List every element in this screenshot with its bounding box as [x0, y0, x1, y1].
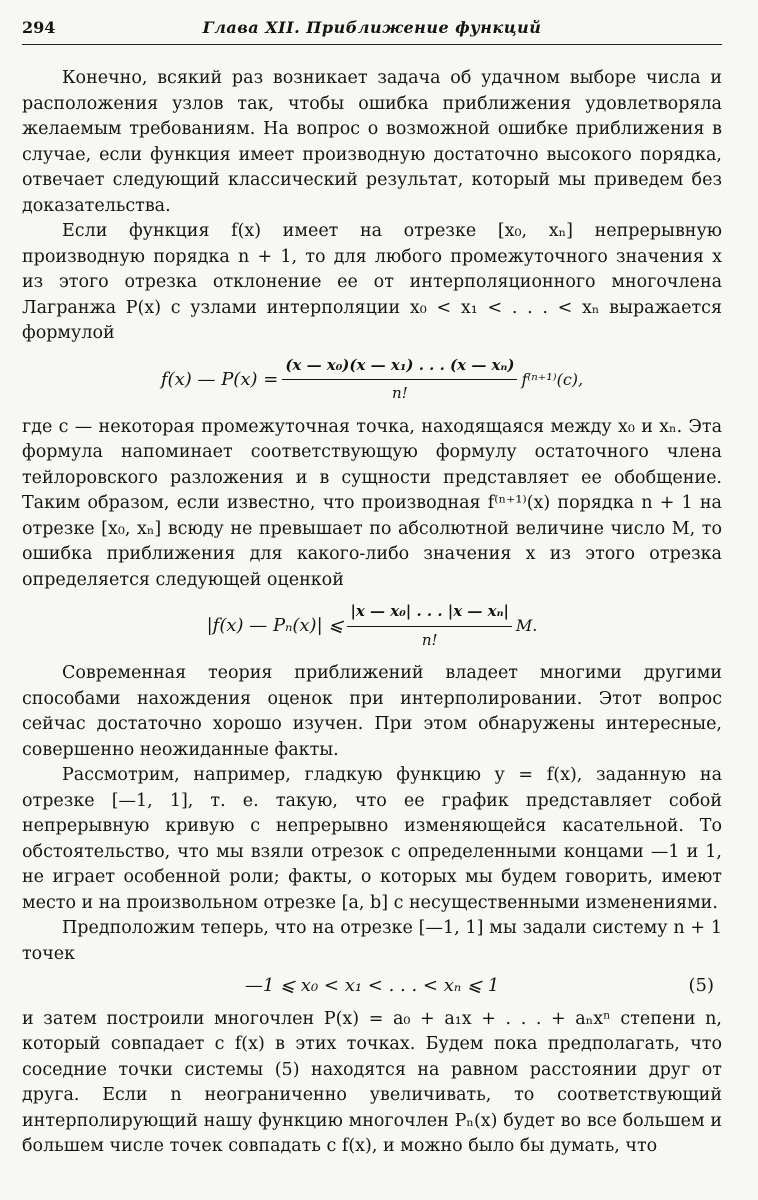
paragraph-4: Современная теория приближений владеет многими другими способами нахождения оценок при интерполировании. Этот вопрос сейчас достаточно хорошо изучен. При этом обнаружены интересные, совершенно неожиданные факты. [22, 663, 722, 760]
paragraph-2: Если функция f(x) имеет на отрезке [x₀, xₙ] непрерывную производную порядка n + 1, то для любого промежуточного значения x из этого отрезка отклонение ее от интерполяционного многочлена Лагранжа P(x) с узлами интерполяции x₀ < x₁ < . . . < xₙ выражается формулой [22, 221, 722, 343]
paragraph-5: Рассмотрим, например, гладкую функцию y = f(x), заданную на отрезке [—1, 1], т. е. такую, что ее график представляет собой непрерывную кривую с непрерывно изменяющейся касательной. То обстоятельство, что мы взяли отрезок с определенными концами —1 и 1, не играет особенной роли; факты, о которых мы будем говорить, имеют место и на произвольном отрезке [a, b] с несущественными изменениями. [22, 765, 722, 913]
lagrange-remainder-formula [22, 353, 722, 407]
formula3-expression: —1 ⩽ x₀ < x₁ < . . . < xₙ ⩽ 1 [244, 975, 500, 996]
equation-number: (5) [688, 975, 714, 996]
error-estimate-formula [22, 599, 722, 653]
paragraph-7: и затем построили многочлен P(x) = a₀ + a₁x + . . . + aₙxⁿ степени n, который совпадает с f(x) в этих точках. Будем пока предполагать, что соседние точки системы (5) находятся на равном расстоянии друг от друга. Если n неограниченно увеличивать, то соответствующий интерполирующий нашу функцию многочлен Pₙ(x) будет во все большем и большем числе точек совпадать с f(x), и можно было бы думать, что [22, 1008, 722, 1156]
formula1-denominator: n! [392, 384, 408, 402]
formula2-rhs: M. [515, 616, 538, 636]
formula1-fraction [282, 353, 517, 407]
formula1-rhs: f⁽ⁿ⁺¹⁾(c), [521, 369, 584, 389]
formula1-numerator: (x — x₀)(x — x₁) . . . (x — xₙ) [282, 353, 517, 381]
paragraph-1: Конечно, всякий раз возникает задача об удачном выборе числа и расположения узлов так, чтобы ошибка приближения удовлетворяла желаемым требованиям. На вопрос о возможной ошибке приближения в случае, если функция имеет производную достаточно высокого порядка, отвечает следующий классический результат, который мы приведем без доказательства. [22, 68, 722, 216]
formula2-fraction [347, 599, 511, 653]
paragraph-6: Предположим теперь, что на отрезке [—1, 1] мы задали систему n + 1 точек [22, 918, 722, 964]
formula2-lhs: |f(x) — Pₙ(x)| ⩽ [206, 615, 344, 637]
page-body [22, 66, 722, 1160]
paragraph-3: где c — некоторая промежуточная точка, находящаяся между x₀ и xₙ. Эта формула напоминает соответствующую формулу остаточного члена тейлоровского разложения и в сущности представляет ее обобщение. Таким образом, если известно, что производная f⁽ⁿ⁺¹⁾(x) порядка n + 1 на отрезке [x₀, xₙ] всюду не превышает по абсолютной величине число M, то ошибка приближения для какого-либо значения x из этого отрезка определяется следующей оценкой [22, 416, 722, 590]
node-system-formula [22, 973, 722, 999]
running-title: Глава XII. Приближение функций [202, 18, 542, 37]
formula1-lhs: f(x) — P(x) = [160, 368, 279, 390]
page-number: 294 [22, 18, 56, 37]
formula2-numerator: |x — x₀| . . . |x — xₙ| [347, 599, 511, 627]
page-header [22, 18, 722, 45]
formula2-denominator: n! [421, 630, 438, 649]
